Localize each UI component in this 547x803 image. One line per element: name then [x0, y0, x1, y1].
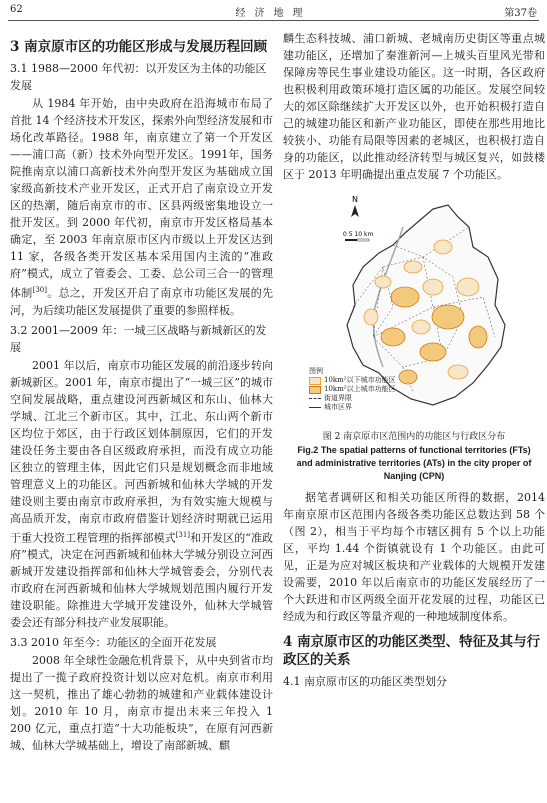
section-3-3-title: 3.3 2010 年至今：功能区的全面开花发展 [10, 636, 217, 650]
continued-paragraph: 麟生态科技城、浦口新城、老城南历史街区等重点城建功能区，还增加了秦淮新河—上城头百里风光带和保障房等民生事业建设功能区。这一时期，各区政府也积极利用政策环境打造区属的功能区。发展空间较大的郊区除继续扩大开发区以外，也开始积极打造自己的城建功能区和新产业功能区，即使在那些用地比较狭小、功能有局限等因素的老城区，也积极打造自身的功能区，以此推动经济转型与城区复兴，如鼓楼区于 2013 年明确提出重点发展 7 个功能区。 [283, 32, 545, 181]
page-number: 62 [10, 4, 23, 15]
section-3-3-paragraph: 2008 年全球性金融危机背景下，从中央到省市均提出了一揽子政府投资计划以应对危机。南京市利用这一契机，推出了雄心勃勃的城建和产业载体建设计划。2010 年 10 月，南京市提出未来三年投入 1 200 亿元，重点打造“十大功能板块”，在原有河西新城、仙林大学城基础上，增设了南部新城、麒 [10, 654, 273, 753]
legend-item-district: 城市区界 [309, 403, 396, 412]
section-4-1-title: 4.1 南京原市区的功能区类型划分 [283, 675, 447, 688]
page-header [0, 0, 547, 22]
scale-bar [345, 239, 369, 241]
figure-caption-en-2: and administrative territories (ATs) in the city proper of [296, 458, 532, 468]
scale-label: 0 5 10 km [343, 231, 374, 238]
left-column [10, 30, 273, 754]
legend-title: 图例 [309, 367, 323, 375]
figure-caption-cn: 图 2 南京原市区范围内的功能区与行政区分布 [322, 432, 506, 442]
map-legend [309, 367, 396, 412]
section-3-2-paragraph: 2001 年以后，南京市功能区发展的前沿逐步转向新城新区。2001 年，南京市提出了“一城三区”的城市空间发展战略，重点建设河西新城区和东山、仙林大学城、江北三个新市区。其中，江北、东山两个新市区均位于郊区，由于行政区划体制原因，它们的开发建设任务主要由各自区级政府承担，而没有成立功能区独立的管理主体，因此它们只是规划概念而非地域管理意义上的功能区。河西新城和仙林大学城的开发建设则主要由南京市政府承担，为有效实施大规模与高品质开发，南京市政府借鉴计划经济时期就已运用于重大投资工程管理的指挥部模式[31]和开发区的“准政府”模式，决定在河西新城和仙林大学城分别设立河西新城开发建设指挥部和仙林大学城管委会，分别代表市政府在河西新城和仙林大学城规划范围内履行开发建设职能。除推进大学城开发建设外，仙林大学城管委会还有部分科技产业发展职能。 [10, 358, 274, 630]
north-arrow-icon [351, 205, 359, 217]
section-3-title: 3 南京原市区的功能区形成与发展历程回顾 [10, 39, 268, 55]
figure-caption-en-3: Nanjing (CPN) [383, 471, 445, 481]
paragraph-after-figure: 据笔者调研区和相关功能区所得的数据，2014 年南京原市区范围内各级各类功能区总数达到 58 个（图 2），相当于平均每个市辖区拥有 5 个以上功能区，平均 1.44 个街镇就设有 1 个功能区。由此可见，正是为应对城区板块和产业载体的大规模开发建设需要，2010 年以后南京市的功能区发展经历了一个大跃进和市区两级全面开花发展的过程，功能区已经成为和行政区等量齐观的一种地域制度体系。 [283, 491, 545, 623]
volume-label: 第37卷 [504, 8, 537, 19]
section-3-1-title: 3.1 1988—2000 年代初：以开发区为主体的功能区发展 [10, 62, 267, 92]
legend-item-street: 街道界限 [309, 394, 396, 403]
journal-name: 经济地理 [235, 8, 312, 19]
section-4-title: 4 南京原市区的功能区类型、特征及其与行政区的关系 [283, 634, 541, 668]
legend-item-small: 10km²以下城市功能区 [309, 376, 396, 385]
north-label: N [352, 195, 358, 204]
figure-2-map [283, 187, 545, 427]
section-3-1-paragraph: 从 1984 年开始，由中央政府在沿海城市布局了首批 14 个经济技术开发区，探索外向型经济发展和市场化改革路径。1988 年，南京建立了第一个开发区——浦口高（新）技术外向型开发区。1991年，国务院推南京以浦口高新技术外向型开发区为基础成立国家级高新技术产业开发区，正式开启了南京设立开发区的热潮，随后南京市的市、区县两级密集地设立一批开发区。到 2000 年代初，南京市开发区格局基本确定，至 2003 年南京原市区内市级以上开发区达到 11 家，各级各类开发区基本采用国内主流的“准政府”模式，成立了管委会、工委、总公司三合一的管理体制[30]。总之，开发区开启了南京市功能区发展的先河，为后续功能区发展提供了重要的参照样板。 [10, 97, 274, 317]
section-3-2-title: 3.2 2001—2009 年：一城三区战略与新城新区的发展 [10, 323, 267, 354]
header-rule [8, 20, 539, 21]
figure-caption-en-1: Fig.2 The spatial patterns of functional territories (FTs) [297, 445, 531, 455]
legend-item-large: 10km²以上城市功能区 [309, 385, 396, 394]
citation-31[interactable]: [31] [175, 530, 191, 539]
right-column [283, 30, 545, 691]
citation-30[interactable]: [30] [32, 286, 47, 294]
